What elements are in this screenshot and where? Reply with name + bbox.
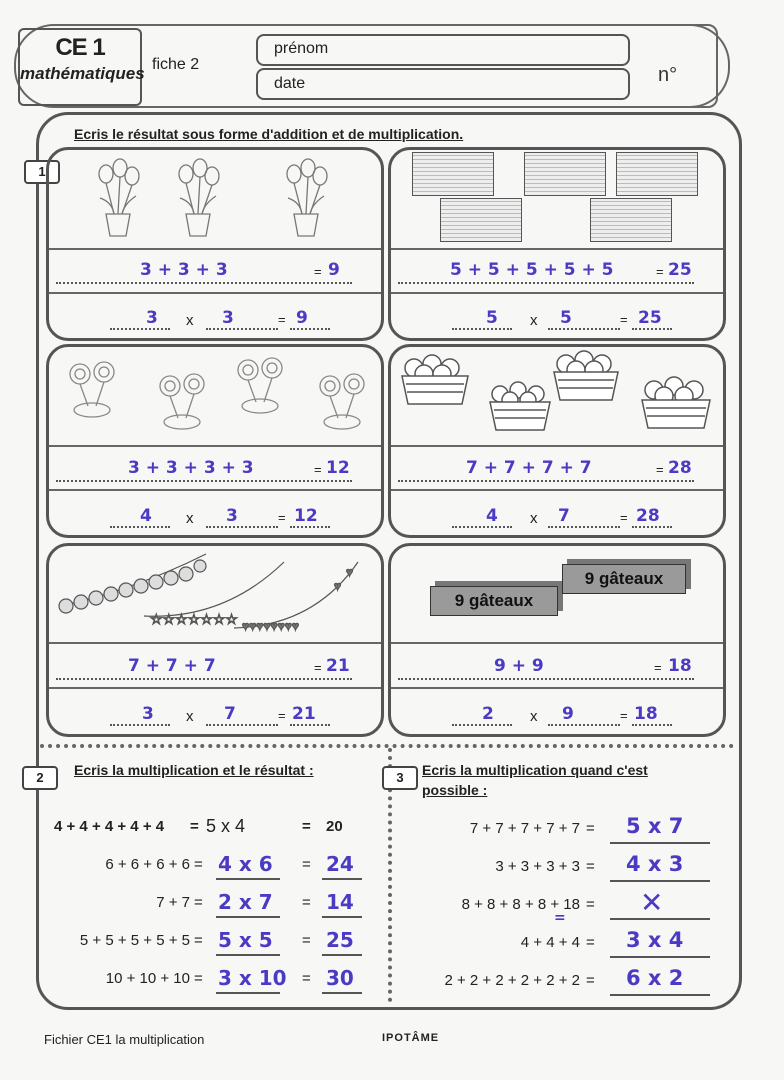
s3-expr: 7 + 7 + 7 + 7 + 7 xyxy=(469,820,580,837)
lollipops-2 xyxy=(156,372,212,432)
s2-mult: 5 x 4 xyxy=(206,816,246,836)
lollipops-4 xyxy=(316,372,372,432)
section3-instruction-2: possible : xyxy=(422,782,488,798)
factor-b: 3 xyxy=(222,308,234,328)
equals-sign: = xyxy=(302,856,311,873)
date-label: date xyxy=(274,75,306,92)
product-slot xyxy=(632,706,672,726)
times-sign: x xyxy=(530,312,538,329)
equals-sign: = xyxy=(302,894,311,911)
s2-row xyxy=(54,966,374,994)
s3-expr: 2 + 2 + 2 + 2 + 2 + 2 xyxy=(444,972,580,989)
prenom-label: prénom xyxy=(274,40,329,57)
product-slot xyxy=(290,706,330,726)
equals-sign: = xyxy=(586,972,595,989)
times-sign: x xyxy=(186,708,194,725)
product-slot xyxy=(290,508,330,528)
s3-answer-slot xyxy=(610,994,710,996)
s2-result-slot xyxy=(322,878,362,880)
addition-line xyxy=(398,658,694,680)
equals-sign: = xyxy=(302,818,311,835)
factor-slot xyxy=(206,706,278,726)
s2-result: 14 xyxy=(326,890,354,914)
divider xyxy=(49,642,381,644)
s2-row xyxy=(54,890,374,918)
times-sign: x xyxy=(530,510,538,527)
s3-answer: ✕ xyxy=(640,886,664,919)
sum-answer: 21 xyxy=(326,656,350,676)
equals-sign: = xyxy=(620,510,628,525)
divider xyxy=(49,687,381,689)
divider xyxy=(49,292,381,294)
factor-slot xyxy=(452,310,512,330)
s3-expr: 4 + 4 + 4 xyxy=(520,934,580,951)
equals-sign: = xyxy=(278,312,286,327)
date-field[interactable] xyxy=(256,68,630,100)
s3-row xyxy=(404,814,720,846)
divider xyxy=(391,687,723,689)
necklaces xyxy=(54,550,374,634)
factor-slot xyxy=(110,508,170,528)
s3-answer: 3 x 4 xyxy=(626,928,684,952)
factor-slot xyxy=(110,310,170,330)
equals-sign: = xyxy=(278,510,286,525)
equals-sign: = xyxy=(586,820,595,837)
addition-line xyxy=(56,262,352,284)
s3-row xyxy=(404,966,720,998)
product-answer: 28 xyxy=(636,506,660,526)
s2-expr: 10 + 10 + 10 xyxy=(105,970,190,987)
tulip-bouquet-3 xyxy=(280,158,332,238)
equals-sign: = xyxy=(314,462,322,477)
s2-expr: 5 + 5 + 5 + 5 + 5 xyxy=(79,932,190,949)
cake-box-2 xyxy=(562,564,686,594)
addition-line xyxy=(56,658,352,680)
s3-row xyxy=(404,852,720,884)
equals-sign: = xyxy=(620,708,628,723)
product-answer: 21 xyxy=(292,704,316,724)
fruit-basket-1 xyxy=(396,352,474,408)
cake-label-1: 9 gâteaux xyxy=(454,591,534,610)
section2-number: 2 xyxy=(22,766,58,790)
equals-sign: = xyxy=(620,312,628,327)
factor-a: 4 xyxy=(140,506,152,526)
s2-row xyxy=(54,852,374,880)
product-answer: 18 xyxy=(634,704,658,724)
sum-answer: 12 xyxy=(326,458,350,478)
badge-subject: mathématiques xyxy=(20,64,145,83)
divider xyxy=(49,445,381,447)
addition-line xyxy=(56,460,352,482)
badge-class: CE 1 xyxy=(55,34,105,61)
fruit-basket-4 xyxy=(636,374,716,432)
s3-expr: 8 + 8 + 8 + 8 + 18 xyxy=(461,896,580,913)
addition-answer: 7 + 7 + 7 + 7 xyxy=(466,458,592,478)
sum-answer: 18 xyxy=(668,656,692,676)
equals-sign: = xyxy=(278,708,286,723)
divider xyxy=(391,248,723,250)
equals-sign: = xyxy=(656,462,664,477)
factor-a: 4 xyxy=(486,506,498,526)
s2-result-slot xyxy=(322,954,362,956)
sum-answer: 25 xyxy=(668,260,692,280)
factor-slot xyxy=(452,508,512,528)
sum-answer: 28 xyxy=(668,458,692,478)
section2-instruction: Ecris la multiplication et le résultat : xyxy=(74,762,314,778)
svg-text:♥♥♥♥♥♥♥♥: ♥♥♥♥♥♥♥♥ xyxy=(242,619,299,633)
addition-line xyxy=(398,460,694,482)
multiplication-line xyxy=(452,310,692,332)
s3-row xyxy=(404,886,720,926)
factor-b: 7 xyxy=(224,704,236,724)
s3-answer: 6 x 2 xyxy=(626,966,684,990)
section3-instruction-1: Ecris la multiplication quand c'est xyxy=(422,762,648,778)
factor-a: 3 xyxy=(142,704,154,724)
svg-text:♥: ♥ xyxy=(334,579,342,593)
class-badge xyxy=(18,28,145,106)
s2-mult-slot xyxy=(216,916,280,918)
cake-box-1 xyxy=(430,586,558,616)
banknote-4 xyxy=(440,198,522,242)
s2-mult-slot xyxy=(216,992,280,994)
equals-sign: = xyxy=(656,264,664,279)
banknote-2 xyxy=(524,152,606,196)
s3-row xyxy=(404,928,720,960)
s3-answer-slot xyxy=(610,880,710,882)
equals-sign: = xyxy=(194,894,203,911)
times-sign: x xyxy=(186,312,194,329)
product-slot xyxy=(632,508,672,528)
banknote-3 xyxy=(616,152,698,196)
tulip-bouquet-2 xyxy=(172,158,224,238)
product-slot xyxy=(290,310,330,330)
s2-row xyxy=(54,818,374,840)
factor-a: 2 xyxy=(482,704,494,724)
sum-answer: 9 xyxy=(328,260,340,280)
divider xyxy=(49,489,381,491)
factor-b: 9 xyxy=(562,704,574,724)
product-answer: 12 xyxy=(294,506,318,526)
factor-slot xyxy=(206,508,278,528)
equals-sign: = xyxy=(302,932,311,949)
divider xyxy=(391,489,723,491)
equals-sign: = xyxy=(194,932,203,949)
s3-answer-slot xyxy=(610,842,710,844)
s3-expr: 3 + 3 + 3 + 3 xyxy=(495,858,580,875)
equals-sign: = xyxy=(194,856,203,873)
addition-answer: 5 + 5 + 5 + 5 + 5 xyxy=(450,260,614,280)
s2-mult-slot xyxy=(216,954,280,956)
section1-number: 1 xyxy=(24,160,60,184)
divider xyxy=(391,642,723,644)
equals-sign: = xyxy=(314,660,322,675)
s2-result: 20 xyxy=(326,818,343,835)
cake-label-2: 9 gâteaux xyxy=(584,569,664,588)
divider xyxy=(49,248,381,250)
factor-a: 5 xyxy=(486,308,498,328)
svg-text:☆☆☆☆☆☆☆: ☆☆☆☆☆☆☆ xyxy=(150,611,238,627)
s2-expr: 4 + 4 + 4 + 4 + 4 xyxy=(54,818,165,835)
fiche-label: fiche 2 xyxy=(152,56,200,73)
s3-answer: 5 x 7 xyxy=(626,814,684,838)
times-sign: x xyxy=(530,708,538,725)
numero-box xyxy=(648,24,730,108)
double-underline-mark: = xyxy=(554,910,566,926)
equals-sign: = xyxy=(586,858,595,875)
section-separator xyxy=(40,744,734,748)
fruit-basket-3 xyxy=(548,348,624,404)
section3-number: 3 xyxy=(382,766,418,790)
equals-sign: = xyxy=(654,660,662,675)
product-answer: 25 xyxy=(638,308,662,328)
prenom-field[interactable] xyxy=(256,34,630,66)
factor-b: 7 xyxy=(558,506,570,526)
equals-sign: = xyxy=(586,896,595,913)
s2-mult: 2 x 7 xyxy=(218,890,273,914)
equals-sign: = xyxy=(194,970,203,987)
factor-a: 3 xyxy=(146,308,158,328)
banknote-1 xyxy=(412,152,494,196)
s3-answer-slot xyxy=(610,956,710,958)
lollipops-3 xyxy=(234,356,290,416)
numero-label: n° xyxy=(658,64,678,86)
factor-slot xyxy=(548,508,620,528)
addition-answer: 3 + 3 + 3 xyxy=(140,260,228,280)
equals-sign: = xyxy=(302,970,311,987)
factor-b: 5 xyxy=(560,308,572,328)
s3-answer: 4 x 3 xyxy=(626,852,684,876)
s2-result: 25 xyxy=(326,928,354,952)
product-answer: 9 xyxy=(296,308,308,328)
divider xyxy=(391,292,723,294)
s2-row xyxy=(54,928,374,956)
product-slot xyxy=(632,310,672,330)
banknote-5 xyxy=(590,198,672,242)
s2-mult: 5 x 5 xyxy=(218,928,273,952)
s2-mult: 3 x 10 xyxy=(218,966,287,990)
equals-sign: = xyxy=(190,818,199,835)
factor-slot xyxy=(206,310,278,330)
footer-left: Fichier CE1 la multiplication xyxy=(44,1032,205,1047)
s2-expr: 7 + 7 xyxy=(156,894,190,911)
tulip-bouquet-1 xyxy=(92,158,144,238)
s2-expr: 6 + 6 + 6 + 6 xyxy=(105,856,190,873)
addition-answer: 7 + 7 + 7 xyxy=(128,656,216,676)
factor-slot xyxy=(452,706,512,726)
factor-slot xyxy=(548,310,620,330)
footer-center: IPOTÂME xyxy=(382,1032,440,1044)
multiplication-line xyxy=(452,508,692,530)
s2-result: 24 xyxy=(326,852,354,876)
equals-sign: = xyxy=(314,264,322,279)
factor-slot xyxy=(548,706,620,726)
fruit-basket-2 xyxy=(484,378,556,434)
multiplication-line xyxy=(110,508,350,530)
factor-b: 3 xyxy=(226,506,238,526)
section1-instruction: Ecris le résultat sous forme d'addition et de multiplication. xyxy=(74,126,464,142)
s2-result-slot xyxy=(322,992,362,994)
multiplication-line xyxy=(452,706,692,728)
s2-mult-slot xyxy=(216,878,280,880)
multiplication-line xyxy=(110,310,350,332)
addition-answer: 9 + 9 xyxy=(494,656,544,676)
times-sign: x xyxy=(186,510,194,527)
s2-mult: 4 x 6 xyxy=(218,852,273,876)
addition-answer: 3 + 3 + 3 + 3 xyxy=(128,458,254,478)
multiplication-line xyxy=(110,706,350,728)
addition-line xyxy=(398,262,694,284)
lollipops-1 xyxy=(66,360,122,420)
s2-result: 30 xyxy=(326,966,354,990)
factor-slot xyxy=(110,706,170,726)
svg-text:♥: ♥ xyxy=(346,565,354,579)
s2-result-slot xyxy=(322,916,362,918)
equals-sign: = xyxy=(586,934,595,951)
divider xyxy=(391,445,723,447)
